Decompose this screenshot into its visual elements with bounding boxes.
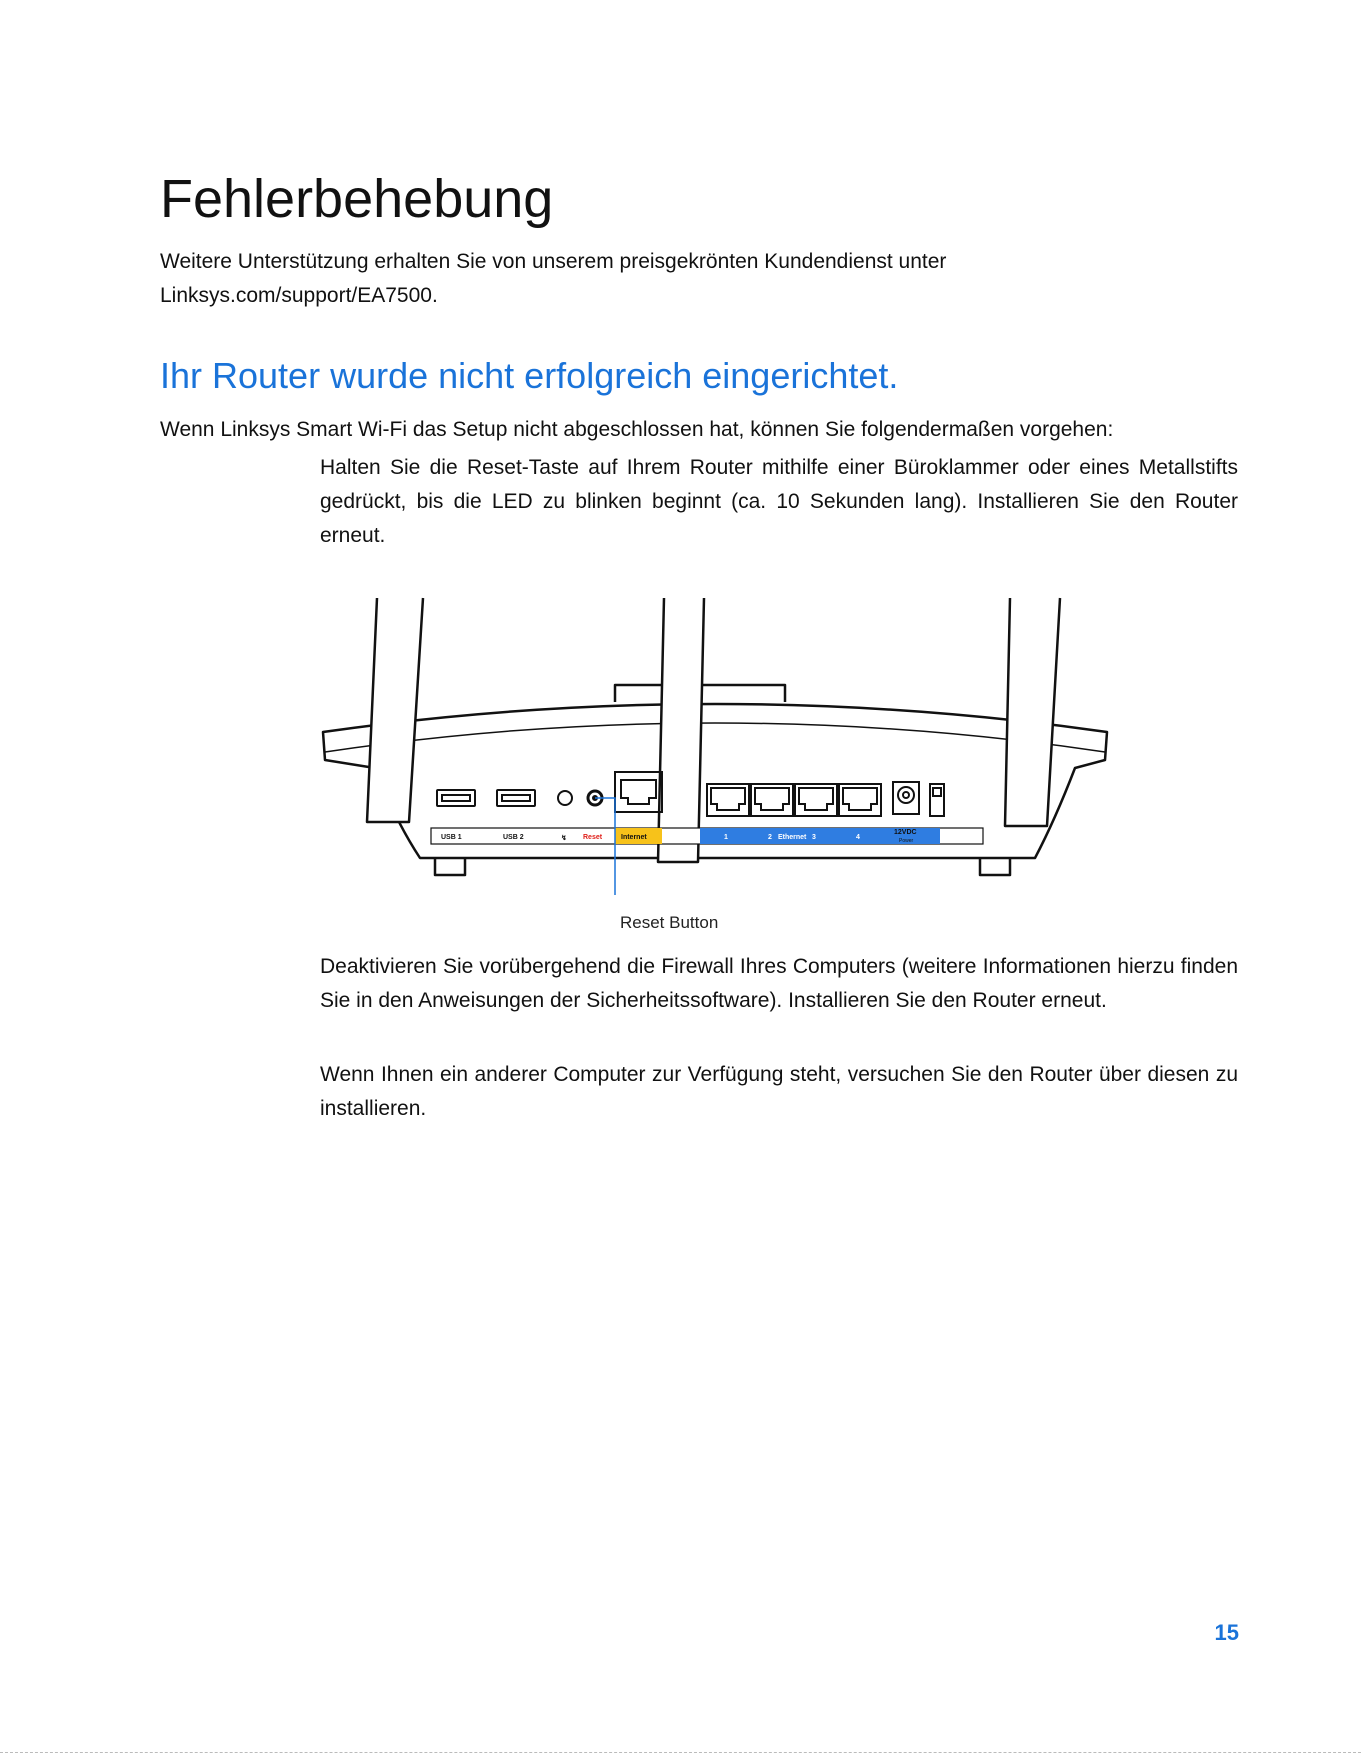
footer-rule — [0, 1752, 1361, 1753]
router-foot-right — [980, 858, 1010, 875]
usb1-label: USB 1 — [441, 834, 462, 841]
section-heading: Ihr Router wurde nicht erfolgreich eingerichtet. — [160, 355, 899, 396]
reset-label: Reset — [583, 834, 603, 841]
ethernet-3-label: 3 — [812, 834, 816, 841]
router-foot-left — [435, 858, 465, 875]
reset-callout-line — [595, 798, 615, 895]
ethernet-2-label: 2 — [768, 834, 772, 841]
support-intro — [160, 245, 1260, 313]
wps-button — [558, 791, 572, 805]
router-illustration — [315, 590, 1135, 950]
step-reset-router: Halten Sie die Reset-Taste auf Ihrem Router mithilfe einer Büroklammer oder eines Metallstifts gedrückt, bis die LED zu blinken beginnt (ca. 10 Sekunden lang). Installieren Sie den Router erneut. — [320, 456, 1238, 547]
power-label: Power — [899, 838, 914, 844]
antenna-right — [1005, 598, 1060, 826]
lead-paragraph: Wenn Linksys Smart Wi-Fi das Setup nicht abgeschlossen hat, können Sie folgendermaßen vorgehen: — [160, 418, 1114, 441]
internet-port — [615, 772, 662, 812]
router-back-panel-figure — [315, 590, 1135, 950]
antenna-center — [658, 598, 704, 862]
page-title: Fehlerbehebung — [160, 169, 554, 229]
step-disable-firewall: Deaktivieren Sie vorübergehend die Firewall Ihres Computers (weitere Informationen hierzu finden Sie in den Anweisungen der Sicherheitssoftware). Installieren Sie den Router erneut. — [320, 955, 1238, 1012]
step-other-computer: Wenn Ihnen ein anderer Computer zur Verfügung steht, versuchen Sie den Router über diesen zu installieren. — [320, 1063, 1238, 1120]
support-link[interactable]: Linksys.com/support/EA7500. — [160, 284, 438, 307]
page-number: 15 — [1214, 1620, 1239, 1645]
usb2-label: USB 2 — [503, 834, 524, 841]
usb-symbol-label: ↯ — [561, 835, 567, 842]
reset-button-callout: Reset Button — [620, 913, 719, 932]
ethernet-1-label: 1 — [724, 834, 728, 841]
antenna-left — [367, 598, 423, 822]
ethernet-label: Ethernet — [778, 834, 807, 841]
support-intro-line-1: Weitere Unterstützung erhalten Sie von unserem preisgekrönten Kundendienst unter — [160, 250, 947, 273]
ethernet-4-label: 4 — [856, 834, 860, 841]
power-voltage-label: 12VDC — [894, 829, 917, 836]
internet-label: Internet — [621, 834, 647, 841]
